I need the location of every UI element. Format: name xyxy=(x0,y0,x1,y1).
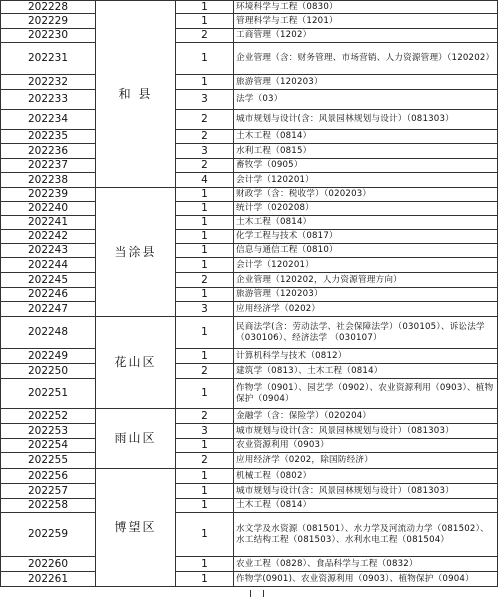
headcount: 1 xyxy=(176,439,234,453)
table-row xyxy=(1,14,498,29)
headcount: 2 xyxy=(176,159,234,173)
table-row xyxy=(1,513,498,557)
position-code: 202242 xyxy=(1,230,96,244)
area-name: 雨山区 xyxy=(96,409,176,469)
major-requirement: 作物学（0901）、园艺学（0902）、农业资源利用（0903）、植物保护（0904） xyxy=(234,379,498,409)
table-row xyxy=(1,29,498,43)
major-requirement: 旅游管理（120203） xyxy=(234,75,498,90)
major-requirement: 环境科学与工程（0830） xyxy=(234,1,498,14)
table-row xyxy=(1,144,498,159)
headcount: 1 xyxy=(176,202,234,216)
position-code: 202249 xyxy=(1,349,96,364)
major-requirement: 城市规划与设计(含：风景园林规划与设计）（081303） xyxy=(234,484,498,499)
table-row xyxy=(1,302,498,317)
major-requirement: 水利工程（0815） xyxy=(234,144,498,159)
position-code: 202238 xyxy=(1,173,96,188)
position-code: 202261 xyxy=(1,572,96,587)
table-row xyxy=(1,364,498,379)
headcount: 2 xyxy=(176,29,234,43)
major-requirement: 信息与通信工程（0810） xyxy=(234,244,498,258)
headcount: 1 xyxy=(176,216,234,230)
headcount: 1 xyxy=(176,1,234,14)
position-code: 202258 xyxy=(1,499,96,513)
headcount: 1 xyxy=(176,484,234,499)
major-requirement: 工商管理（1202） xyxy=(234,29,498,43)
headcount: 1 xyxy=(176,230,234,244)
major-requirement: 管理科学与工程（1201） xyxy=(234,14,498,29)
major-requirement: 统计学（020208） xyxy=(234,202,498,216)
position-code: 202256 xyxy=(1,469,96,484)
headcount: 1 xyxy=(176,188,234,202)
headcount: 2 xyxy=(176,130,234,144)
major-requirement: 化学工程与技术（0817） xyxy=(234,230,498,244)
major-requirement: 民商法学(含：劳动法学、社会保障法学）（030105）、诉讼法学（030106）、经济法学 （030107） xyxy=(234,317,498,349)
major-requirement: 农业资源利用（0903） xyxy=(234,439,498,453)
major-requirement: 畜牧学（0905） xyxy=(234,159,498,173)
table-row xyxy=(1,409,498,424)
headcount: 1 xyxy=(176,349,234,364)
headcount: 2 xyxy=(176,273,234,288)
table-row xyxy=(1,317,498,349)
position-code: 202255 xyxy=(1,453,96,469)
position-code: 202257 xyxy=(1,484,96,499)
position-code: 202232 xyxy=(1,75,96,90)
area-name: 博望区 xyxy=(96,469,176,587)
position-code: 202241 xyxy=(1,216,96,230)
table-row xyxy=(1,258,498,273)
headcount: 4 xyxy=(176,173,234,188)
table-row xyxy=(1,288,498,302)
area-name: 花山区 xyxy=(96,317,176,409)
major-requirement: 土木工程（0814） xyxy=(234,216,498,230)
table-row xyxy=(1,75,498,90)
position-code: 202229 xyxy=(1,14,96,29)
table-row xyxy=(1,43,498,75)
table-row xyxy=(1,379,498,409)
position-code: 202230 xyxy=(1,29,96,43)
position-code: 202236 xyxy=(1,144,96,159)
next-page-edge xyxy=(250,590,264,597)
major-requirement: 水文学及水资源（081501）、水力学及河流动力学（081502）、水工结构工程（081503）、水利水电工程（081504） xyxy=(234,513,498,557)
area-name: 和 县 xyxy=(96,1,176,188)
table-row xyxy=(1,130,498,144)
position-code: 202234 xyxy=(1,110,96,130)
table-row xyxy=(1,159,498,173)
major-requirement: 农业工程（0828）、食品科学与工程（0832） xyxy=(234,557,498,572)
headcount: 3 xyxy=(176,302,234,317)
table-row xyxy=(1,499,498,513)
table-row xyxy=(1,230,498,244)
table-row xyxy=(1,188,498,202)
table-body xyxy=(1,1,498,587)
position-code: 202260 xyxy=(1,557,96,572)
table-row xyxy=(1,110,498,130)
headcount: 2 xyxy=(176,364,234,379)
headcount: 3 xyxy=(176,144,234,159)
headcount: 1 xyxy=(176,379,234,409)
position-code: 202240 xyxy=(1,202,96,216)
position-code: 202252 xyxy=(1,409,96,424)
major-requirement: 城市规划与设计(含：风景园林规划与设计）（081303） xyxy=(234,110,498,130)
headcount: 3 xyxy=(176,90,234,110)
headcount: 1 xyxy=(176,244,234,258)
headcount: 1 xyxy=(176,513,234,557)
major-requirement: 法学（03） xyxy=(234,90,498,110)
position-code: 202237 xyxy=(1,159,96,173)
position-code: 202233 xyxy=(1,90,96,110)
position-code: 202245 xyxy=(1,273,96,288)
position-code: 202228 xyxy=(1,1,96,14)
major-requirement: 金融学（含：保险学）（020204） xyxy=(234,409,498,424)
headcount: 1 xyxy=(176,43,234,75)
major-requirement: 财政学（含：税收学）（020203） xyxy=(234,188,498,202)
headcount: 1 xyxy=(176,75,234,90)
position-code: 202251 xyxy=(1,379,96,409)
major-requirement: 计算机科学与技术（0812） xyxy=(234,349,498,364)
table-row xyxy=(1,557,498,572)
major-requirement: 企业管理（120202，人力资源管理方向） xyxy=(234,273,498,288)
table-row xyxy=(1,173,498,188)
major-requirement: 应用经济学（0202，除国防经济） xyxy=(234,453,498,469)
major-requirement: 机械工程（0802） xyxy=(234,469,498,484)
table-row xyxy=(1,439,498,453)
table-row xyxy=(1,572,498,587)
table-row xyxy=(1,273,498,288)
major-requirement: 企业管理（含：财务管理、市场营销、人力资源管理）（120202） xyxy=(234,43,498,75)
position-code: 202259 xyxy=(1,513,96,557)
headcount: 2 xyxy=(176,110,234,130)
headcount: 1 xyxy=(176,317,234,349)
position-code: 202253 xyxy=(1,424,96,439)
headcount: 1 xyxy=(176,14,234,29)
position-code: 202246 xyxy=(1,288,96,302)
position-code: 202243 xyxy=(1,244,96,258)
headcount: 1 xyxy=(176,572,234,587)
table-row xyxy=(1,202,498,216)
position-code: 202254 xyxy=(1,439,96,453)
major-requirement: 建筑学（0813）、土木工程（0814） xyxy=(234,364,498,379)
table-row xyxy=(1,90,498,110)
headcount: 1 xyxy=(176,469,234,484)
major-requirement: 土木工程（0814） xyxy=(234,499,498,513)
headcount: 2 xyxy=(176,453,234,469)
headcount: 3 xyxy=(176,424,234,439)
headcount: 1 xyxy=(176,258,234,273)
position-code: 202235 xyxy=(1,130,96,144)
headcount: 1 xyxy=(176,288,234,302)
table-row xyxy=(1,1,498,14)
major-requirement: 作物学(0901)、农业资源利用（0903）、植物保护（0904） xyxy=(234,572,498,587)
major-requirement: 土木工程（0814） xyxy=(234,130,498,144)
headcount: 1 xyxy=(176,499,234,513)
table-row xyxy=(1,453,498,469)
table-row xyxy=(1,349,498,364)
table-row xyxy=(1,484,498,499)
major-requirement: 城市规划与设计(含：风景园林规划与设计）（081303） xyxy=(234,424,498,439)
position-code: 202247 xyxy=(1,302,96,317)
major-requirement: 应用经济学（0202） xyxy=(234,302,498,317)
table-row xyxy=(1,469,498,484)
table-row xyxy=(1,216,498,230)
position-code: 202231 xyxy=(1,43,96,75)
position-code: 202244 xyxy=(1,258,96,273)
major-requirement: 会计学（120201） xyxy=(234,258,498,273)
table-row xyxy=(1,424,498,439)
major-requirement: 会计学（120201） xyxy=(234,173,498,188)
position-code: 202248 xyxy=(1,317,96,349)
headcount: 2 xyxy=(176,409,234,424)
headcount: 1 xyxy=(176,557,234,572)
position-code: 202250 xyxy=(1,364,96,379)
table-row xyxy=(1,244,498,258)
position-code: 202239 xyxy=(1,188,96,202)
area-name: 当涂县 xyxy=(96,188,176,317)
major-requirement: 旅游管理（120203） xyxy=(234,288,498,302)
